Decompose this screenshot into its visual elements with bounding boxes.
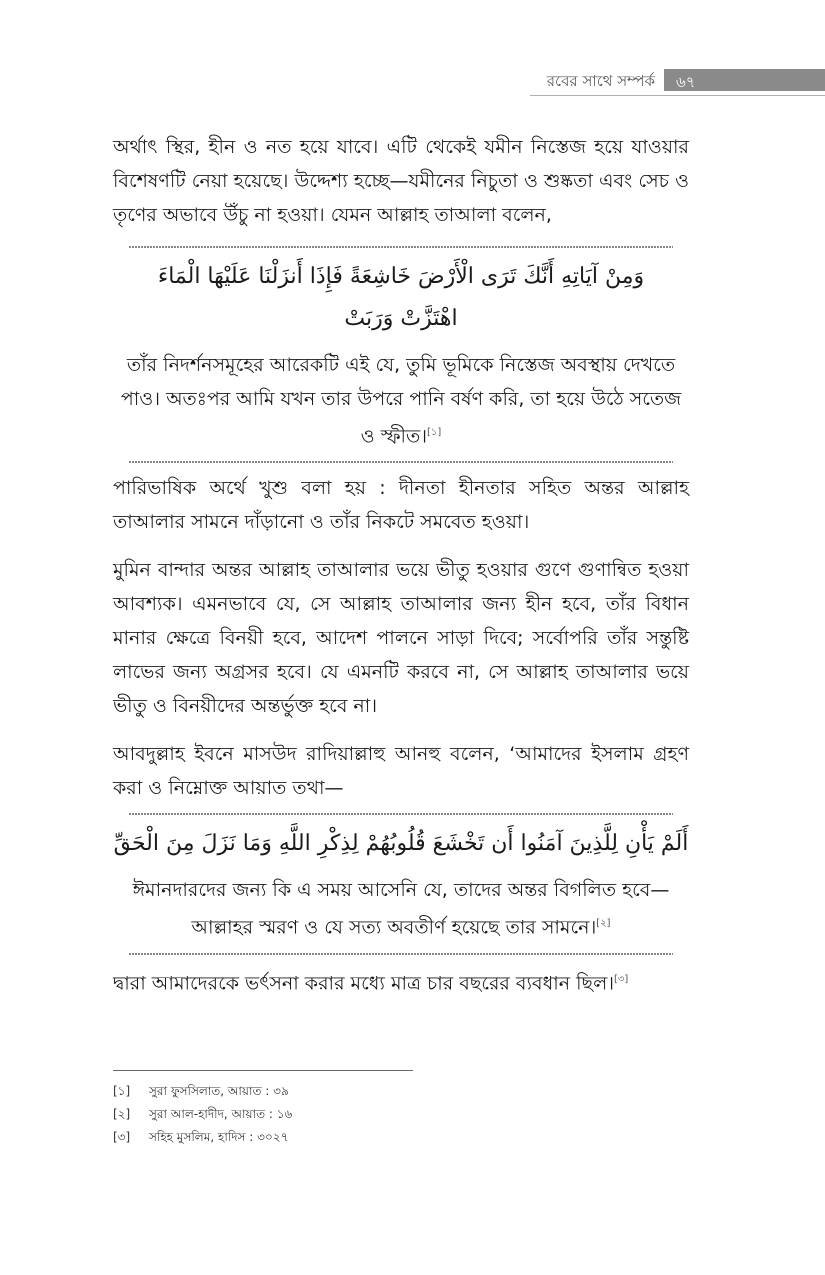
book-title: রবের সাথে সম্পর্ক	[546, 72, 655, 90]
footnote-ref-2: [২]	[596, 918, 611, 930]
divider	[129, 246, 673, 248]
footnote-number: [২]	[113, 1107, 131, 1121]
divider	[129, 461, 673, 463]
arabic-verse-2: أَلَمْ يَأْنِ لِلَّذِينَ آمَنُوا أَن تَخْشَعَ قُلُوبُهُمْ لِذِكْرِ اللَّهِ وَمَا نَزَلَ مِنَ الْحَقِّ	[113, 831, 689, 857]
paragraph-2: পারিভাষিক অর্থে খুশু বলা হয় : দীনতা হীনতার সহিত অন্তর আল্লাহ তাআলার সামনে দাঁড়ানো ও তাঁর নিকটে সমবেত হওয়া।	[113, 477, 689, 534]
footnote-text: সুরা আল-হাদীদ, আয়াত : ১৬	[149, 1107, 293, 1121]
footnote	[113, 1080, 292, 1103]
translation-1-text: তাঁর নিদর্শনসমূহের আরেকটি এই যে, তুমি ভূমিকে নিস্তেজ অবস্থায় দেখতে পাও। অতঃপর আমি যখন তার উপরে পানি বর্ষণ করি, তা হয়ে উঠে সতেজ ও স্ফীত।	[120, 354, 682, 448]
footnote-number: [১]	[113, 1084, 131, 1098]
divider	[129, 953, 673, 955]
footnote-text: সুরা ফুসসিলাত, আয়াত : ৩৯	[149, 1084, 289, 1098]
footnote-separator	[113, 1070, 413, 1071]
footnote	[113, 1103, 292, 1126]
divider	[129, 813, 673, 815]
translation-2-text: ঈমানদারদের জন্য কি এ সময় আসেনি যে, তাদের অন্তর বিগলিত হবে—আল্লাহর স্মরণ ও যে সত্য অবতীর্ণ হয়েছে তার সামনে।	[132, 879, 670, 939]
footnote-ref-1: [১]	[427, 427, 442, 438]
header-rule	[530, 95, 825, 96]
arabic-verse-1	[113, 256, 689, 340]
paragraph-5	[113, 963, 689, 1000]
footnote-text: সহিহ মুসলিম, হাদিস : ৩০২৭	[149, 1130, 289, 1144]
paragraph-5-text: দ্বারা আমাদেরকে ভর্ৎসনা করার মধ্যে মাত্র চার বছরের ব্যবধান ছিল।	[113, 971, 615, 994]
page-number: ৬৭	[676, 73, 696, 91]
paragraph-1: অর্থাৎ স্থির, হীন ও নত হয়ে যাবে। এটি থেকেই যমীন নিস্তেজ হয়ে যাওয়ার বিশেষণটি নেয়া হয়েছে। উদ্দেশ্য হচ্ছে—যমীনের নিচুতা ও শুষ্কতা এবং সেচ ও তৃণের অভাবে উঁচু না হওয়া। যেমন আল্লাহ তাআলা বলেন,	[113, 136, 689, 226]
footnote	[113, 1126, 292, 1149]
arabic-verse-1-line-2: اهْتَزَّتْ وَرَبَتْ	[344, 306, 458, 331]
page-body	[113, 130, 689, 1014]
arabic-verse-1-line-1: وَمِنْ آيَاتِهِ أَنَّكَ تَرَى الْأَرْضَ خَاشِعَةً فَإِذَا أَنزَلْنَا عَلَيْهَا الْمَاءَ	[157, 264, 645, 289]
translation-2	[113, 873, 689, 944]
footnotes	[113, 1080, 292, 1149]
footnote-ref-3: [৩]	[614, 973, 629, 985]
paragraph-3: মুমিন বান্দার অন্তর আল্লাহ তাআলার ভয়ে ভীতু হওয়ার গুণে গুণান্বিত হওয়া আবশ্যক। এমনভাবে যে, সে আল্লাহ তাআলার জন্য হীন হবে, তাঁর বিধান মানার ক্ষেত্রে বিনয়ী হবে, আদেশ পালনে সাড়া দিবে; সর্বোপরি তাঁর সন্তুষ্টি লাভের জন্য অগ্রসর হবে। যে এমনটি করবে না, সে আল্লাহ তাআলার ভয়ে ভীতু ও বিনয়ীদের অন্তর্ভুক্ত হবে না।	[113, 559, 689, 718]
footnote-number: [৩]	[113, 1130, 131, 1144]
paragraph-4: আবদুল্লাহ ইবনে মাসউদ রাদিয়াল্লাহু আনহু বলেন, ‘আমাদের ইসলাম গ্রহণ করা ও নিম্নোক্ত আয়াত তথা—	[113, 743, 689, 800]
translation-1	[113, 348, 689, 453]
